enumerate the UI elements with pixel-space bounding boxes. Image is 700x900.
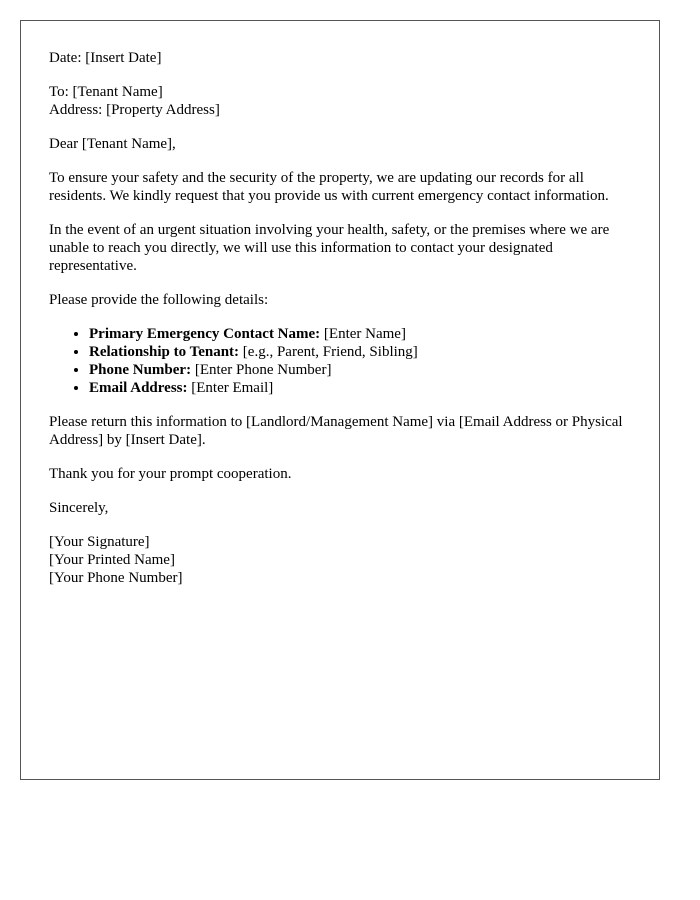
- list-item: [89, 325, 634, 343]
- paragraph-purpose: To ensure your safety and the security of the property, we are updating our records for all residents. We kindly request that you provide us with current emergency contact information.: [49, 170, 609, 204]
- detail-value: [Enter Name]: [320, 326, 406, 342]
- closing: Sincerely,: [49, 500, 109, 516]
- list-item: [89, 379, 634, 397]
- detail-value: [Enter Phone Number]: [191, 362, 332, 378]
- salutation: Dear [Tenant Name],: [49, 136, 176, 152]
- detail-label: Phone Number:: [89, 362, 192, 378]
- to-line: To: [Tenant Name]: [49, 84, 163, 100]
- detail-label: Primary Emergency Contact Name:: [89, 326, 321, 342]
- list-item: [89, 361, 634, 379]
- return-instructions: Please return this information to [Landlord/Management Name] via [Email Address or Physical Address] by [Insert Date].: [49, 414, 623, 448]
- paragraph-usage: In the event of an urgent situation involving your health, safety, or the premises where we are unable to reach you directly, we will use this information to contact your designated representative.: [49, 222, 610, 274]
- recipient-block: [49, 83, 634, 119]
- letter-body: [49, 49, 634, 603]
- date-line: Date: [Insert Date]: [49, 50, 162, 66]
- phone-line: [Your Phone Number]: [49, 570, 183, 586]
- details-intro: Please provide the following details:: [49, 292, 269, 308]
- detail-label: Relationship to Tenant:: [89, 344, 240, 360]
- list-item: [89, 343, 634, 361]
- thanks-line: Thank you for your prompt cooperation.: [49, 466, 292, 482]
- detail-value: [e.g., Parent, Friend, Sibling]: [239, 344, 418, 360]
- printed-name-line: [Your Printed Name]: [49, 552, 175, 568]
- signature-block: [49, 533, 634, 587]
- letter-page: [20, 20, 660, 780]
- detail-label: Email Address:: [89, 380, 188, 396]
- signature-line: [Your Signature]: [49, 534, 150, 550]
- detail-value: [Enter Email]: [187, 380, 274, 396]
- address-line: Address: [Property Address]: [49, 102, 220, 118]
- details-list: [49, 325, 634, 397]
